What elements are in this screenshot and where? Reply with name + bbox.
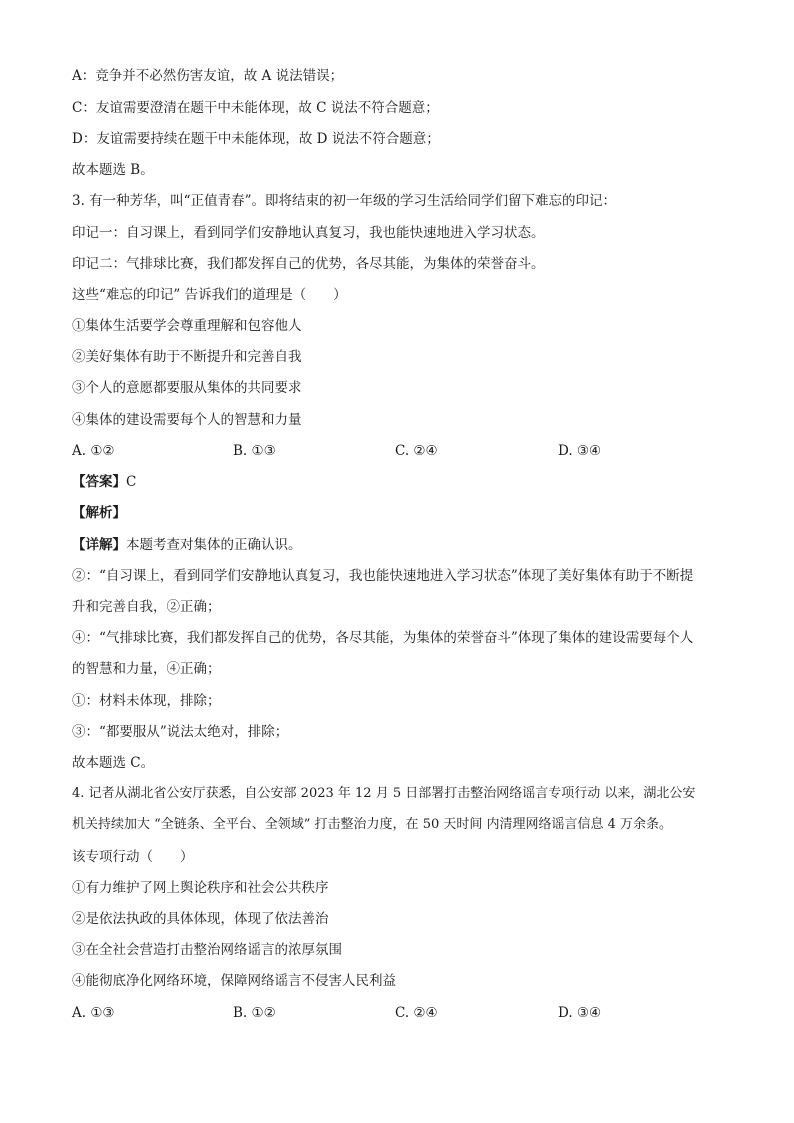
q3-option-b: B. ①③	[233, 443, 276, 459]
q3-analysis-heading	[72, 503, 722, 523]
q4-option-b: B. ①②	[233, 1005, 276, 1021]
q3-imprint-1: 印记一：自习课上，看到同学们安静地认真复习，我也能快速地进入学习状态。	[72, 225, 545, 241]
q3-item-2: ②美好集体有助于不断提升和完善自我	[72, 349, 302, 365]
answer-value: C	[126, 474, 137, 490]
detail-label: 【详解】	[72, 537, 126, 553]
q3-item-1: ①集体生活要学会尊重理解和包容他人	[72, 318, 302, 334]
q2-conclusion: 故本题选 B。	[72, 162, 154, 178]
q4-item-4: ④能彻底净化网络环境，保障网络谣言不侵害人民利益	[72, 973, 396, 989]
q4-option-a: A. ①③	[72, 1005, 115, 1021]
q2-analysis-a: A：竞争并不必然伤害友谊，故 A 说法错误；	[72, 68, 344, 84]
q3-exp-4-line1: ④：“气排球比赛，我们都发挥自己的优势，各尽其能，为集体的荣誉奋斗”体现了集体的建设需要每个人	[72, 630, 694, 646]
analysis-label: 【解析】	[72, 505, 126, 521]
q2-analysis-d: D：友谊需要持续在题干中未能体现，故 D 说法不符合题意；	[72, 131, 440, 147]
q3-detail	[72, 535, 722, 555]
q4-item-1: ①有力维护了网上舆论秩序和社会公共秩序	[72, 880, 329, 896]
q4-stem-line2: 机关持续加大 “全链条、全平台、全领域” 打击整治力度，在 50 天时间 内清理网络谣言信息 4 万余条。	[72, 817, 673, 832]
q2-analysis-c: C：友谊需要澄清在题干中未能体现，故 C 说法不符合题意；	[72, 100, 439, 116]
detail-text: 本题考查对集体的正确认识。	[126, 537, 302, 553]
q4-option-c: C. ②④	[395, 1005, 438, 1021]
q3-conclusion: 故本题选 C。	[72, 755, 155, 771]
q3-stem: 3. 有一种芳华，叫“正值青春”。即将结束的初一年级的学习生活给同学们留下难忘的印记：	[72, 193, 616, 209]
q3-options	[72, 441, 722, 461]
q3-option-c: C. ②④	[395, 443, 438, 459]
q4-options	[72, 1003, 722, 1023]
q3-question: 这些“难忘的印记” 告诉我们的道理是（ ）	[72, 287, 347, 303]
q4-item-2: ②是依法执政的具体体现，体现了依法善治	[72, 911, 329, 927]
q3-imprint-2: 印记二：气排球比赛，我们都发挥自己的优势，各尽其能，为集体的荣誉奋斗。	[72, 256, 545, 272]
q4-option-d: D. ③④	[558, 1005, 602, 1021]
q3-option-a: A. ①②	[72, 443, 115, 459]
q3-exp-1: ①：材料未体现，排除；	[72, 693, 221, 709]
q3-item-4: ④集体的建设需要每个人的智慧和力量	[72, 412, 302, 428]
q3-answer	[72, 472, 722, 492]
q3-exp-2-line1: ②：“自习课上，看到同学们安静地认真复习，我也能快速地进入学习状态”体现了美好集体有助于不断提	[72, 568, 694, 584]
answer-label: 【答案】	[72, 474, 126, 490]
q3-exp-4-line2: 的智慧和力量，④正确；	[72, 661, 221, 677]
q3-item-3: ③个人的意愿都要服从集体的共同要求	[72, 380, 302, 396]
q4-stem-line1: 4. 记者从湖北省公安厅获悉，自公安部 2023 年 12 月 5 日部署打击整治网络谣言专项行动 以来，湖北公安	[72, 786, 696, 801]
q4-question: 该专项行动（ ）	[72, 849, 194, 865]
q3-option-d: D. ③④	[558, 443, 602, 459]
q3-exp-3: ③：“都要服从”说法太绝对，排除；	[72, 724, 289, 740]
q3-exp-2-line2: 升和完善自我，②正确；	[72, 599, 221, 615]
q4-item-3: ③在全社会营造打击整治网络谣言的浓厚氛围	[72, 942, 342, 958]
